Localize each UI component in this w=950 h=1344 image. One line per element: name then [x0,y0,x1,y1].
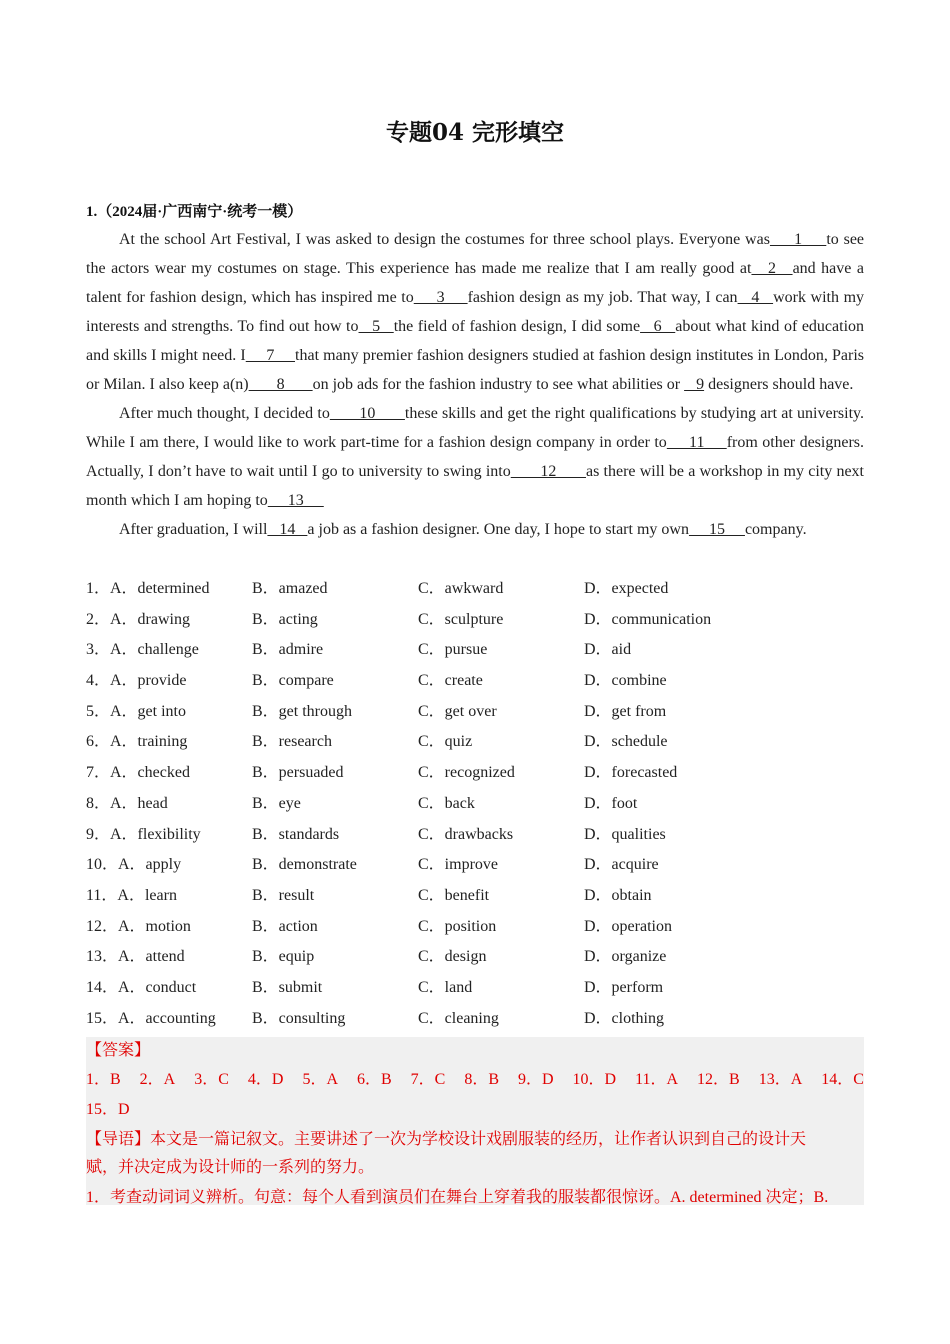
option-row-4 [86,666,886,697]
option-8-D: D．foot [584,794,638,812]
option-row-13 [86,942,886,973]
option-8-C: C．back [418,794,475,812]
option-3-C: C．pursue [418,641,488,659]
blank-8: 8 [248,376,313,393]
option-9-D: D．qualities [584,825,666,843]
answer-item-5: 5．A [302,1071,338,1088]
passage-text: on job ads for the fashion industry to see what abilities or [312,376,685,393]
blank-3: 3 [413,289,468,306]
option-7-D: D．forecasted [584,764,678,782]
option-4-C: C．create [418,672,483,690]
blank-7: 7 [245,347,296,364]
explanation-text: 1．考查动词词义辨析。句意：每个人看到演员们在舞台上穿着我的服装都很惊讶。A. determined 决定；B. [86,1189,829,1206]
passage-text: designers should have. [704,376,854,393]
answer-item-12: 12．B [697,1071,740,1088]
guide-text-line-2: 赋，并决定成为设计师的一系列的努力。 [86,1159,375,1176]
blank-9: 9 [684,376,705,393]
option-3-A: 3．A．challenge [86,641,199,659]
passage-text: as there will be a workshop in my city next month which I am hoping to [86,463,865,509]
option-row-11 [86,881,886,912]
passage-paragraph-3 [86,515,864,544]
option-11-D: D．obtain [584,886,652,904]
option-15-D: D．clothing [584,1009,664,1027]
passage-paragraph-2 [86,399,864,515]
option-14-A: 14．A．conduct [86,978,197,996]
answer-item-7: 7．C [410,1071,446,1088]
passage [86,225,864,544]
option-12-C: C．position [418,917,497,935]
answer-item-14: 14．C [821,1071,864,1088]
option-5-D: D．get from [584,702,667,720]
answer-item-2: 2．A [139,1071,176,1088]
option-15-A: 15．A．accounting [86,1009,216,1027]
blank-5: 5 [358,318,394,335]
option-7-A: 7．A．checked [86,764,190,782]
option-row-6 [86,727,886,758]
answer-item-13: 13．A [758,1071,803,1088]
guide-text-line-1: 【导语】本文是一篇记叙文。主要讲述了一次为学校设计戏剧服装的经历，让作者认识到自己的设计天 [86,1131,807,1148]
option-4-B: B．compare [252,672,334,690]
option-2-D: D．communication [584,610,712,628]
option-row-5 [86,697,886,728]
option-15-B: B．consulting [252,1009,346,1027]
option-9-B: B．standards [252,825,340,843]
option-13-C: C．design [418,948,487,966]
option-10-B: B．demonstrate [252,856,357,874]
page-title: 专题04 完形填空 [385,119,564,146]
option-11-B: B．result [252,886,315,904]
option-14-B: B．submit [252,978,323,996]
option-12-A: 12．A．motion [86,917,191,935]
option-10-C: C．improve [418,856,498,874]
answer-item-8: 8．B [464,1071,500,1088]
passage-text: company. [744,521,807,538]
passage-text: the field of fashion design, I did some [393,318,641,335]
option-2-C: C．sculpture [418,610,504,628]
passage-text: At the school Art Festival, I was asked to design the costumes for three school plays. Everyone was [119,231,770,248]
option-3-D: D．aid [584,641,632,659]
option-7-B: B．persuaded [252,764,344,782]
option-13-A: 13．A．attend [86,948,185,966]
option-row-1 [86,574,886,605]
blank-12: 12 [510,463,586,480]
option-12-D: D．operation [584,917,672,935]
passage-text: After much thought, I decided to [119,405,330,422]
option-2-B: B．acting [252,610,318,628]
option-1-C: C．awkward [418,580,504,597]
passage-paragraph-1 [86,225,864,399]
option-4-A: 4．A．provide [86,672,187,690]
option-13-D: D．organize [584,948,667,966]
answer-item-4: 4．D [247,1071,284,1088]
blank-15: 15 [688,521,745,538]
answer-label: 【答案】 [86,1042,151,1059]
option-14-D: D．perform [584,978,664,996]
blank-10: 10 [329,405,405,422]
option-1-B: B．amazed [252,580,328,597]
passage-text: After graduation, I will [119,521,268,538]
option-15-C: C．cleaning [418,1009,499,1027]
option-row-15 [86,1004,886,1035]
option-row-14 [86,973,886,1004]
option-10-A: 10．A．apply [86,856,182,874]
option-6-C: C．quiz [418,733,473,751]
option-row-12 [86,912,886,943]
option-row-7 [86,758,886,789]
option-7-C: C．recognized [418,764,515,782]
passage-text: to see the actors wear my costumes on stage. This experience has made me realize that I am really good at [86,231,865,277]
option-9-A: 9．A．flexibility [86,825,201,843]
answer-row-2: 15．D [86,1101,130,1118]
option-11-C: C．benefit [418,886,490,904]
option-5-C: C．get over [418,702,497,720]
answer-item-10: 10．D [572,1071,617,1088]
option-row-10 [86,850,886,881]
answer-item-9: 9．D [518,1071,554,1088]
option-13-B: B．equip [252,948,315,966]
option-5-A: 5．A．get into [86,702,186,720]
answer-item-11: 11．A [635,1071,679,1088]
answer-item-3: 3．C [194,1071,229,1088]
passage-text: these skills and get the right qualifications by studying art at university. While I am there, I would like to work part-time for a fashion design company in order to [86,405,865,451]
option-9-C: C．drawbacks [418,825,514,843]
option-2-A: 2．A．drawing [86,610,190,628]
option-14-C: C．land [418,978,473,996]
option-6-D: D．schedule [584,733,668,751]
option-5-B: B．get through [252,702,352,720]
blank-1: 1 [769,231,827,248]
option-row-8 [86,789,886,820]
option-1-A: 1．A．determined [86,580,210,597]
passage-text: fashion design as my job. That way, I can [467,289,738,306]
option-1-D: D．expected [584,580,669,597]
answer-section [86,1037,864,1205]
option-6-B: B．research [252,733,332,751]
blank-14: 14 [267,521,308,538]
answer-item-1: 1．B [86,1071,121,1088]
blank-4: 4 [737,289,774,306]
option-6-A: 6．A．training [86,733,188,751]
blank-13: 13 [267,492,324,509]
passage-text: from other designers. Actually, I don’t have to wait until I go to university to swing into [86,434,865,480]
question-header: 1.（2024届·广西南宁·统考一模） [86,204,303,220]
option-4-D: D．combine [584,672,667,690]
option-8-B: B．eye [252,794,301,812]
passage-text: about what kind of education and skills I might need. I [86,318,865,364]
blank-2: 2 [751,260,793,277]
passage-text: and have a talent for fashion design, which has inspired me to [86,260,865,306]
answer-row [86,1065,864,1095]
passage-text: that many premier fashion designers studied at fashion design institutes in London, Paris or Milan. I also keep a(n) [86,347,865,393]
blank-6: 6 [640,318,676,335]
option-3-B: B．admire [252,641,324,659]
passage-text: a job as a fashion designer. One day, I hope to start my own [307,521,689,538]
option-11-A: 11．A．learn [86,886,177,904]
passage-text: work with my interests and strengths. To find out how to [86,289,865,335]
option-12-B: B．action [252,917,318,935]
option-row-2 [86,605,886,636]
options-list [86,574,886,1034]
answer-item-6: 6．B [356,1071,392,1088]
option-row-3 [86,635,886,666]
blank-11: 11 [666,434,727,451]
option-8-A: 8．A．head [86,794,168,812]
option-10-D: D．acquire [584,856,659,874]
option-row-9 [86,820,886,851]
